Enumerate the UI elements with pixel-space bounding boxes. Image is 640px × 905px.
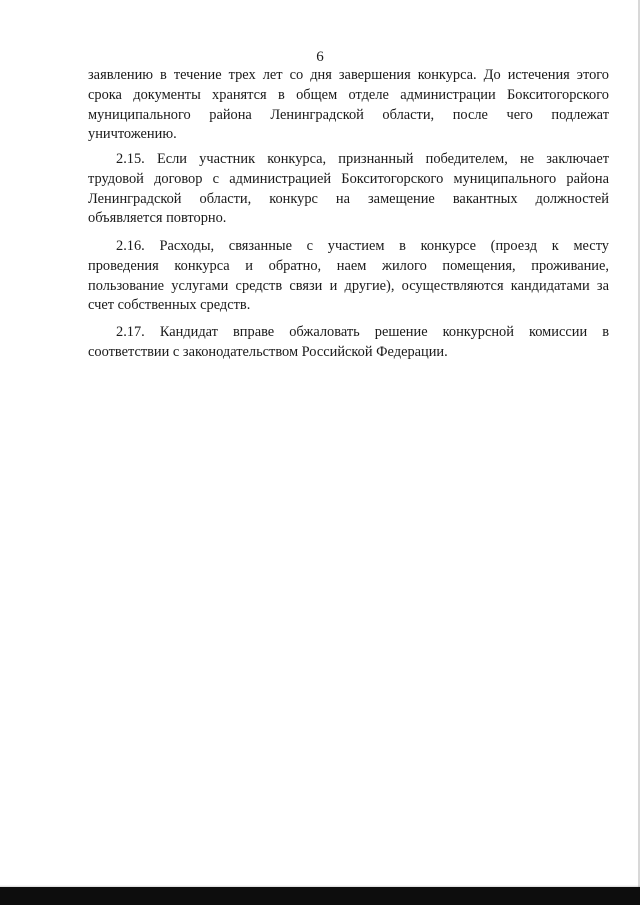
- paragraph-2-16: [88, 237, 609, 316]
- paragraph-line: пользование услугами средств связи и другие), осуществляются кандидатами за: [88, 277, 609, 294]
- scan-bottom-edge: [0, 887, 640, 905]
- paragraph-2-17: [88, 323, 609, 363]
- paragraph-line: уничтожению.: [88, 126, 177, 143]
- paragraph-line: муниципального района Ленинградской области, после чего подлежат: [88, 106, 609, 123]
- paragraph-line: соответствии с законодательством Российской Федерации.: [88, 343, 448, 360]
- paragraph-line: Ленинградской области, конкурс на замещение вакантных должностей: [88, 190, 609, 207]
- paragraph-line: проведения конкурса и обратно, наем жилого помещения, проживание,: [88, 257, 609, 274]
- paragraph-2-15: [88, 150, 609, 229]
- paragraph-line: объявляется повторно.: [88, 210, 227, 227]
- paragraph-line: заявлению в течение трех лет со дня завершения конкурса. До истечения этого: [88, 67, 609, 83]
- page-number: 6: [316, 49, 324, 65]
- paragraph-document-retention: [88, 66, 609, 145]
- paragraph-line: срока документы хранятся в общем отделе администрации Бокситогорского: [88, 86, 609, 103]
- paragraph-line: 2.17. Кандидат вправе обжаловать решение конкурсной комиссии в: [116, 324, 609, 340]
- paragraph-line: 2.16. Расходы, связанные с участием в конкурсе (проезд к месту: [116, 238, 609, 254]
- paragraph-line: трудовой договор с администрацией Бокситогорского муниципального района: [88, 170, 609, 187]
- paragraph-line: счет собственных средств.: [88, 297, 251, 314]
- paragraph-line: 2.15. Если участник конкурса, признанный победителем, не заключает: [116, 151, 609, 167]
